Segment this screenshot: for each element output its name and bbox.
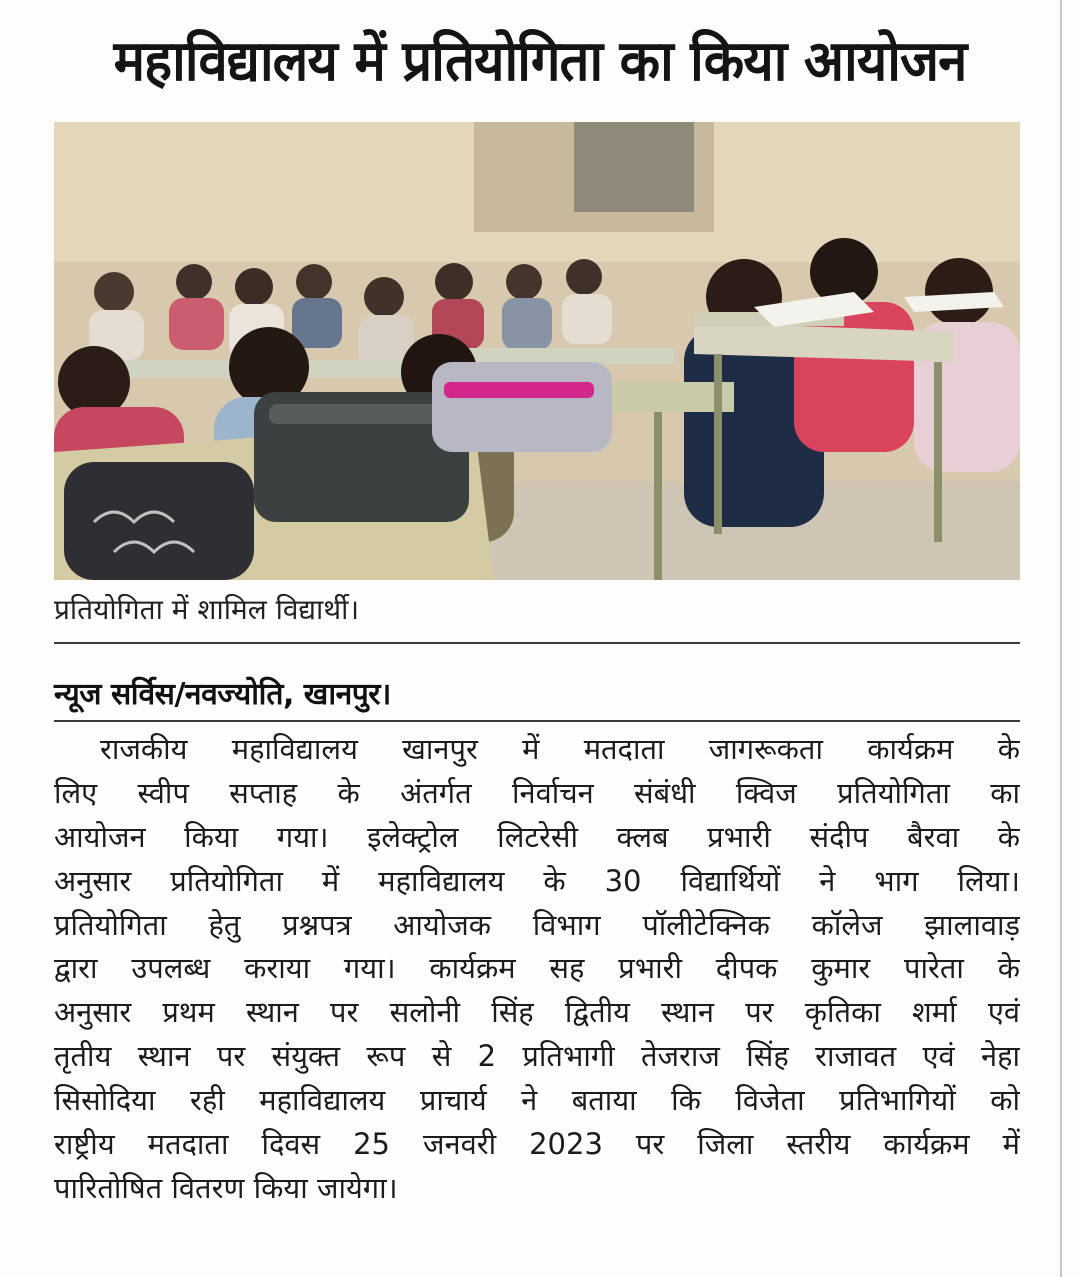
article-body [54, 728, 1020, 1211]
photo-caption: प्रतियोगिता में शामिल विद्यार्थी। [54, 593, 360, 626]
body-line: अनुसार प्रतियोगिता में महाविद्यालय के 30 विद्यार्थियों ने भाग लिया। [54, 863, 1020, 898]
body-line: द्वारा उपलब्ध कराया गया। कार्यक्रम सह प्रभारी दीपक कुमार पारेता के [54, 951, 1020, 986]
body-line: पारितोषित वितरण किया जायेगा। [54, 1170, 398, 1205]
body-line: लिए स्वीप सप्ताह के अंतर्गत निर्वाचन संबंधी क्विज प्रतियोगिता का [54, 775, 1020, 810]
headline: महाविद्यालय में प्रतियोगिता का किया आयोजन [113, 29, 967, 94]
caption-divider [54, 642, 1020, 644]
body-line: राष्ट्रीय मतदाता दिवस 25 जनवरी 2023 पर जिला स्तरीय कार्यक्रम में [54, 1127, 1020, 1162]
body-line: आयोजन किया गया। इलेक्ट्रोल लिटरेसी क्लब प्रभारी संदीप बैरवा के [54, 819, 1020, 854]
byline-divider [54, 720, 1020, 722]
column-divider [1060, 0, 1062, 1277]
byline: न्यूज सर्विस/नवज्योति, खानपुर। [54, 677, 391, 712]
news-photo [54, 122, 1020, 580]
body-line: सिसोदिया रही महाविद्यालय प्राचार्य ने बताया कि विजेता प्रतिभागियों को [54, 1083, 1020, 1118]
body-line: राजकीय महाविद्यालय खानपुर में मतदाता जागरूकता कार्यक्रम के [100, 732, 1020, 766]
students-writing-exam-photo [54, 122, 1020, 580]
body-line: अनुसार प्रथम स्थान पर सलोनी सिंह द्वितीय स्थान पर कृतिका शर्मा एवं [54, 995, 1020, 1030]
body-line: तृतीय स्थान पर संयुक्त रूप से 2 प्रतिभागी तेजराज सिंह राजावत एवं नेहा [54, 1039, 1020, 1074]
body-line: प्रतियोगिता हेतु प्रश्नपत्र आयोजक विभाग पॉलीटेक्निक कॉलेज झालावाड़ [54, 907, 1020, 942]
